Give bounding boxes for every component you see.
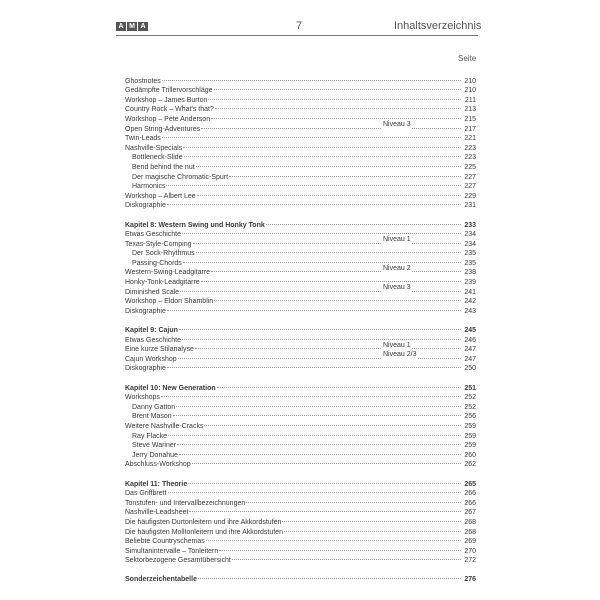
toc-entry-page: 227 — [464, 183, 476, 191]
toc-entry-level: Niveau 3 — [383, 120, 411, 128]
toc-entry[interactable] — [125, 360, 476, 373]
toc-entry-title: Bend behind the nut — [132, 163, 195, 171]
toc-entry-page: 246 — [464, 336, 476, 344]
toc-entry-title: Etwas Geschichte — [125, 336, 182, 344]
toc-entry-title: Workshops — [125, 394, 160, 402]
publisher-logo — [116, 22, 148, 31]
toc-entry-page: 265 — [464, 480, 476, 488]
toc-entry-level: Niveau 3 — [383, 284, 411, 292]
toc-entry-title: Ghostnotes — [125, 77, 161, 85]
toc-entry-level: Niveau 2/3 — [383, 351, 417, 359]
toc-entry-title: Tonstufen- und Intervallbezeichnungen — [125, 499, 246, 507]
toc-entry-page: 247 — [464, 355, 476, 363]
toc-entry-title: Das Griffbrett — [125, 490, 167, 498]
toc-entry-page: 252 — [464, 403, 476, 411]
toc-entry-page: 250 — [464, 365, 476, 373]
toc-entry-page: 269 — [464, 538, 476, 546]
toc-entry-title: Diskographie — [125, 202, 166, 210]
toc-entry-page: 211 — [464, 96, 476, 104]
page-number: 7 — [296, 20, 303, 32]
toc-entry-page: 260 — [464, 451, 476, 459]
toc-entry[interactable] — [125, 197, 476, 210]
toc-entry-page: 217 — [464, 125, 476, 133]
toc-entry-page: 223 — [464, 154, 476, 162]
toc-entry-title: Eine kurze Stilanalyse — [125, 346, 194, 354]
toc-entry-title: Texas-Style-Comping — [125, 240, 192, 248]
toc-entry-page: 270 — [464, 547, 476, 555]
toc-entry-title: Kapitel 11: Theorie — [125, 480, 188, 488]
toc-entry-title: Diskographie — [125, 365, 166, 373]
toc-entry-page: 276 — [464, 576, 476, 584]
toc-entry-page: 267 — [464, 509, 476, 517]
toc-entry-title: Kapitel 8: Western Swing und Honky Tonk — [125, 221, 265, 229]
toc-entry-page: 231 — [464, 202, 476, 210]
toc-entry-page: 235 — [464, 250, 476, 258]
toc-entry-title: Danny Gatton — [132, 403, 176, 411]
toc-entry-page: 229 — [464, 192, 476, 200]
toc-entry-page: 268 — [464, 528, 476, 536]
toc-entry-title: Brent Mason — [132, 413, 172, 421]
logo-letter: M — [127, 22, 137, 31]
toc-entry-title: Workshop – Eldon Shamblin — [125, 298, 214, 306]
toc-entry-page: 241 — [464, 288, 476, 296]
toc-entry-page: 259 — [464, 422, 476, 430]
toc-entry-title: Gedämpfte Trillervorschläge — [125, 87, 213, 95]
toc-entry-title: Cajun Workshop — [125, 355, 177, 363]
logo-letter: A — [116, 22, 126, 31]
toc-entry-page: 262 — [464, 461, 476, 469]
dot-leader — [232, 550, 461, 561]
table-of-contents — [125, 72, 476, 584]
toc-entry-title: Twin-Leads — [125, 135, 161, 143]
toc-entry-title: Workshop – Pete Anderson — [125, 115, 211, 123]
toc-entry-page: 239 — [464, 279, 476, 287]
toc-entry-title: Der magische Chromatic-Spurt — [132, 173, 229, 181]
toc-entry-page: 210 — [464, 77, 476, 85]
toc-entry-title: Abschluss-Workshop — [125, 461, 191, 469]
toc-entry-page: 234 — [464, 240, 476, 248]
toc-entry-title: Diskographie — [125, 307, 166, 315]
toc-entry-title: Kapitel 10: New Generation — [125, 384, 216, 392]
toc-entry-page: 242 — [464, 298, 476, 306]
toc-entry-page: 251 — [464, 384, 476, 392]
toc-entry-page: 268 — [464, 518, 476, 526]
toc-entry-title: Sonderzeichentabelle — [125, 576, 197, 584]
toc-entry-page: 259 — [464, 432, 476, 440]
toc-entry-title: Nashville-Specials — [125, 144, 183, 152]
toc-entry-page: 213 — [464, 106, 476, 114]
toc-entry-page: 247 — [464, 346, 476, 354]
toc-entry-title: Kapitel 9: Cajun — [125, 327, 178, 335]
dot-leader — [167, 358, 461, 369]
toc-entry-page: 233 — [464, 221, 476, 229]
toc-entry-page: 210 — [464, 87, 476, 95]
toc-entry-level: Niveau 1 — [383, 341, 411, 349]
toc-entry-page: 227 — [464, 173, 476, 181]
toc-chapter-heading[interactable] — [125, 571, 476, 584]
dot-leader — [167, 300, 461, 311]
toc-entry-level: Niveau 2 — [383, 264, 411, 272]
toc-entry-title: Passing-Chords — [132, 259, 182, 267]
toc-entry-title: Western-Swing-Leadgitarre — [125, 269, 211, 277]
toc-entry-title: Workshop – James Burton — [125, 96, 208, 104]
toc-entry-page: 256 — [464, 413, 476, 421]
section-title: Inhaltsverzeichnis — [394, 20, 482, 32]
toc-entry-page: 272 — [464, 557, 476, 565]
dot-leader — [192, 454, 461, 465]
toc-entry-title: Honky-Tonk-Leadgitarre — [125, 279, 200, 287]
toc-entry-page: 243 — [464, 307, 476, 315]
toc-entry-title: Workshop – Albert Lee — [125, 192, 196, 200]
toc-entry[interactable] — [125, 456, 476, 469]
toc-entry-page: 266 — [464, 499, 476, 507]
toc-entry-title: Simultanintervalle – Tonleitern — [125, 547, 219, 555]
toc-entry-title: Die häufigsten Durtonleitern und ihre Akkordstufen — [125, 518, 282, 526]
toc-entry[interactable] — [125, 552, 476, 565]
toc-entry[interactable] — [125, 302, 476, 315]
toc-entry-page: 235 — [464, 259, 476, 267]
toc-entry-title: Bottleneck-Slide — [132, 154, 183, 162]
toc-entry-title: Weitere Nashville-Cracks — [125, 422, 204, 430]
toc-entry-page: 259 — [464, 442, 476, 450]
toc-entry-page: 252 — [464, 394, 476, 402]
toc-entry-page: 245 — [464, 327, 476, 335]
toc-entry-title: Die häufigsten Molltonleitern und ihre Akkordstufen — [125, 528, 283, 536]
toc-entry-title: Sektorbezogene Gesamtübersicht — [125, 557, 231, 565]
header-rule — [116, 35, 478, 36]
toc-entry-title: Country Rock – What's that? — [125, 106, 214, 114]
toc-entry-page: 238 — [464, 269, 476, 277]
toc-entry-page: 266 — [464, 490, 476, 498]
logo-letter: A — [138, 22, 148, 31]
toc-entry-page: 221 — [464, 135, 476, 143]
toc-entry-page: 225 — [464, 163, 476, 171]
toc-entry-title: Der Sock-Rhythmus — [132, 250, 195, 258]
toc-entry-title: Beliebte Countryschemas — [125, 538, 205, 546]
toc-entry-title: Etwas Geschichte — [125, 231, 182, 239]
toc-entry-page: 234 — [464, 231, 476, 239]
toc-entry-page: 223 — [464, 144, 476, 152]
page-column-label: Seite — [458, 54, 477, 63]
toc-entry-level: Niveau 1 — [383, 236, 411, 244]
toc-entry-title: Nashville-Leadsheet — [125, 509, 189, 517]
dot-leader — [167, 195, 461, 206]
toc-entry-page: 215 — [464, 115, 476, 123]
toc-entry-title: Harmonics — [132, 183, 166, 191]
toc-entry-title: Ray Flacke — [132, 432, 168, 440]
dot-leader — [198, 569, 461, 580]
toc-entry-title: Jerry Donahue — [132, 451, 178, 459]
toc-entry-title: Diminished Scale — [125, 288, 180, 296]
toc-entry-title: Steve Wariner — [132, 442, 177, 450]
toc-entry-title: Open String-Adventures — [125, 125, 201, 133]
